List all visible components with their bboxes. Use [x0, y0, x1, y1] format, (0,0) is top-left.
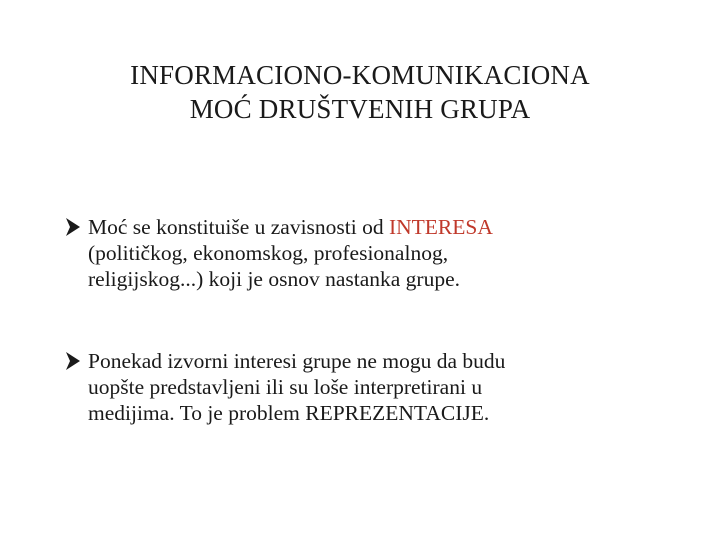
bullet-list — [64, 214, 694, 426]
slide-title — [40, 58, 680, 126]
bullet-2-line-3: medijima. To je problem REPREZENTACIJE. — [88, 401, 490, 425]
bullet-representation — [64, 348, 694, 426]
bullet-1-line-3: religijskog...) koji je osnov nastanka grupe. — [88, 267, 460, 291]
arrow-bullet-icon — [64, 351, 82, 371]
bullet-1-line-1 — [88, 214, 694, 240]
interesa-highlight: INTERESA — [388, 215, 493, 239]
title-line-1: INFORMACIONO-KOMUNIKACIONA — [130, 60, 590, 90]
bullet-2-line-2: uopšte predstavljeni ili su loše interpretirani u — [88, 375, 483, 399]
title-line-2: MOĆ DRUŠTVENIH GRUPA — [189, 94, 531, 124]
bullet-interests — [64, 214, 694, 292]
arrow-bullet-icon — [64, 217, 82, 237]
bullet-1-line-2: (političkog, ekonomskog, profesionalnog, — [88, 241, 449, 265]
bullet-1-text: Moć se konstituiše u zavisnosti od — [88, 215, 389, 239]
bullet-2-line-1: Ponekad izvorni interesi grupe ne mogu da budu — [88, 349, 506, 373]
